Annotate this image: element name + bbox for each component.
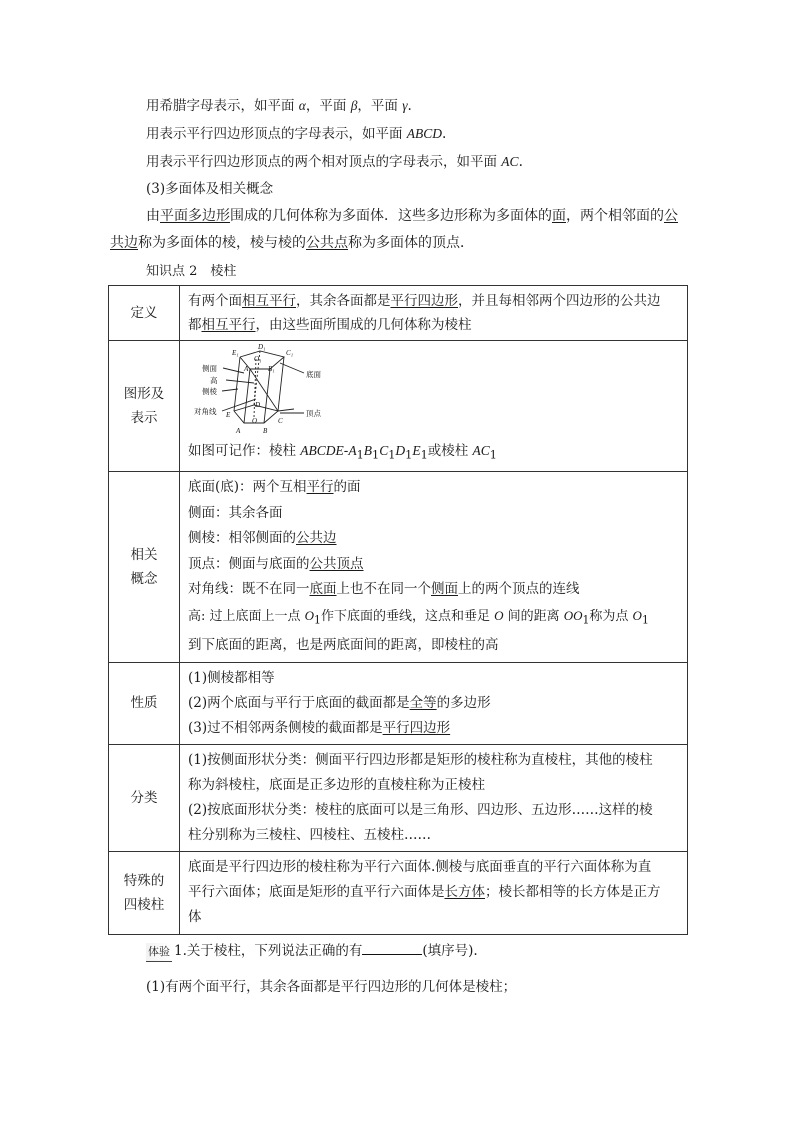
label-base: 底面 (306, 370, 321, 379)
label-e1: E₁ (232, 349, 239, 357)
text: ，两个相邻面的 (566, 208, 664, 224)
concept-height-line-1 (188, 603, 681, 633)
symbol: E (412, 443, 421, 458)
symbol-beta: β (350, 98, 358, 113)
header-line: 表示 (130, 409, 158, 426)
text: ，平面 (305, 98, 351, 114)
special-line-2 (188, 880, 681, 905)
underlined-term: 公共点 (306, 235, 348, 251)
underlined-term: 平面多边形 (160, 208, 230, 224)
row-classification (109, 744, 688, 851)
text: - (343, 443, 349, 459)
text: 用表示平行四边形顶点的字母表示，如平面 (146, 126, 407, 142)
intro-line-3 (146, 153, 523, 171)
symbol-abcd: ABCD (406, 126, 443, 141)
text: 顶点：侧面与底面的 (188, 555, 310, 572)
intro-line-2 (146, 125, 446, 143)
underlined-term: 全等 (409, 694, 437, 711)
cell-figure (180, 341, 688, 472)
label-d1: D₁ (258, 343, 266, 351)
intro-line-1 (146, 97, 412, 115)
special-line-1: 底面是平行四边形的棱柱称为平行六面体.侧棱与底面垂直的平行六面体称为直 (188, 859, 652, 876)
subscript: 1 (372, 448, 380, 462)
underlined-term: 面 (552, 208, 566, 224)
cell-definition (180, 286, 688, 341)
header-definition: 定义 (109, 286, 180, 341)
text: 或棱柱 (427, 443, 473, 459)
subscript: 1 (405, 448, 413, 462)
text: 都 (188, 317, 202, 333)
cell-concepts (180, 471, 688, 662)
text: 有两个面 (188, 293, 242, 309)
subscript: 1 (489, 448, 497, 462)
symbol: ABCDE (300, 443, 344, 458)
concept-side-face: 侧面：其余各面 (188, 504, 283, 521)
header-line: 概念 (130, 570, 158, 587)
header-line: 图形及 (123, 385, 165, 402)
polyhedron-paragraph-line-1 (146, 207, 678, 225)
polyhedron-paragraph-line-2 (110, 234, 474, 252)
property-3 (188, 716, 681, 741)
text: 如图可记作：棱柱 (188, 443, 301, 459)
underlined-term: 公 (664, 208, 678, 224)
symbol: O (304, 607, 315, 623)
header-line: 相关 (130, 546, 158, 563)
underlined-term: 公共顶点 (309, 555, 364, 572)
concept-base (188, 475, 681, 501)
cell-special (180, 851, 688, 934)
subscript: 1 (388, 448, 396, 462)
label-side-face: 侧面 (202, 364, 217, 373)
text: 高: 过上底面上一点 (188, 608, 305, 624)
subscript: 1 (641, 613, 649, 627)
label-e: E (226, 411, 231, 419)
subheading-polyhedron: (3)多面体及相关概念 (146, 181, 274, 197)
text: 侧棱：相邻侧面的 (188, 530, 296, 547)
figure-caption (188, 439, 681, 468)
text: 称为多面体的顶点． (348, 235, 474, 251)
row-figure (109, 341, 688, 472)
def-line-1 (188, 289, 681, 313)
underlined-term: 侧面 (431, 581, 458, 598)
label-b1: B₁ (268, 365, 275, 373)
text: 称为多面体的棱，棱与棱的 (138, 235, 306, 251)
section-title: 知识点 2 棱柱 (146, 264, 237, 279)
concept-lateral-edge (188, 526, 681, 552)
header-figure (109, 341, 180, 472)
question-text: 关于棱柱，下列说法正确的有 (186, 943, 363, 959)
classification-line-2: 称为斜棱柱，底面是正多边形的直棱柱称为正棱柱 (188, 776, 485, 793)
text: ，平面 (357, 98, 403, 114)
text: 作下底面的垂线，这点和垂足 (320, 608, 495, 624)
underlined-term: 平行四边形 (390, 293, 458, 309)
text: 对角线：既不在同一 (188, 581, 310, 598)
concept-height-line-2: 到下底面的距离，也是两底面间的距离，即棱柱的高 (188, 636, 499, 653)
text: ，由这些面所围成的几何体称为棱柱 (255, 317, 472, 333)
label-c1: C₁ (286, 349, 294, 357)
underlined-term: 共边 (110, 235, 138, 251)
symbol: A (348, 443, 357, 458)
label-b: B (263, 427, 268, 435)
label-d: D (255, 401, 261, 409)
header-line: 特殊的 (123, 872, 165, 889)
def-line-2 (188, 313, 681, 337)
exercise-badge: 体验 (146, 943, 172, 962)
label-diagonal: 对角线 (194, 407, 217, 416)
label-o: O (252, 417, 258, 425)
text: 的面 (333, 479, 361, 496)
exercise-item-1: (1)有两个面平行，其余各面都是平行四边形的几何体是棱柱； (146, 979, 517, 995)
header-concepts (109, 471, 180, 662)
underlined-term: 相互平行 (242, 293, 296, 309)
symbol: O (494, 607, 504, 623)
text: 围成的几何体称为多面体．这些多边形称为多面体的 (230, 208, 552, 224)
question-tail: (填序号). (422, 943, 478, 959)
text: 用表示平行四边形顶点的两个相对顶点的字母表示，如平面 (146, 154, 502, 170)
text: 上也不在同一个 (336, 581, 431, 598)
symbol: B (363, 443, 373, 458)
label-c: C (278, 417, 283, 425)
symbol-ac: AC (501, 154, 519, 169)
row-special (109, 851, 688, 934)
label-a: A (236, 427, 241, 435)
text: 平行六面体；底面是矩形的直平行六面体是 (188, 884, 445, 901)
classification-line-3: (2)按底面形状分类：棱柱的底面可以是三角形、四边形、五边形……这样的棱 (188, 801, 653, 818)
label-o1: O₁ (254, 355, 262, 363)
row-properties (109, 662, 688, 744)
text: . (442, 126, 447, 142)
prism-knowledge-table (108, 285, 688, 935)
text: ；棱长都相等的长方体是正方 (485, 884, 661, 901)
text: ，并且每相邻两个四边形的公共边 (458, 293, 661, 309)
classification-line-1: (1)按侧面形状分类：侧面平行四边形都是矩形的棱柱称为直棱柱，其他的棱柱 (188, 751, 653, 768)
text: 称为点 (589, 608, 633, 624)
symbol: O (632, 607, 642, 623)
label-vertex: 顶点 (306, 409, 321, 418)
symbol: D (395, 443, 406, 458)
concept-diagonal (188, 577, 681, 603)
underlined-term: 底面 (309, 581, 337, 598)
special-line-3: 体 (188, 909, 202, 926)
underlined-term: 平行四边形 (382, 719, 451, 736)
exercise-question (146, 942, 478, 962)
subscript: 1 (420, 448, 428, 462)
cell-classification (180, 744, 688, 851)
symbol-alpha: α (298, 98, 306, 113)
symbol: C (379, 443, 389, 458)
concept-vertex (188, 552, 681, 578)
text: 间的距离 (503, 608, 564, 624)
text: ，其余各面都是 (296, 293, 391, 309)
header-classification: 分类 (109, 744, 180, 851)
subscript: 1 (314, 613, 321, 627)
prism-diagram (188, 343, 338, 439)
text: 的多边形 (436, 694, 491, 711)
label-lateral-edge: 侧棱 (202, 387, 217, 396)
text: 底面(底)：两个互相 (188, 479, 307, 496)
property-1: (1)侧棱都相等 (188, 669, 275, 686)
label-height: 高 (210, 376, 218, 385)
text: 由 (146, 208, 160, 224)
text: 用希腊字母表示，如平面 (146, 98, 299, 114)
answer-blank[interactable] (362, 942, 422, 955)
row-definition (109, 286, 688, 341)
row-concepts (109, 471, 688, 662)
cell-properties (180, 662, 688, 744)
underlined-term: 平行 (306, 479, 334, 496)
underlined-term: 相互平行 (201, 317, 256, 333)
symbol: AC (472, 443, 490, 458)
symbol-gamma: γ (402, 98, 408, 113)
text: 上的两个顶点的连线 (458, 581, 580, 598)
underlined-term: 长方体 (444, 884, 485, 901)
text: (3)过不相邻两条侧棱的截面都是 (188, 719, 383, 736)
classification-line-4: 柱分别称为三棱柱、四棱柱、五棱柱…… (188, 826, 431, 843)
subscript: 1 (582, 613, 590, 627)
header-properties: 性质 (109, 662, 180, 744)
header-special (109, 851, 180, 934)
subscript: 1 (356, 448, 364, 462)
underlined-term: 公共边 (296, 530, 337, 547)
text: (2)两个底面与平行于底面的截面都是 (188, 694, 410, 711)
label-a1: A₁ (244, 365, 251, 373)
text: . (518, 154, 523, 170)
text: . (407, 98, 412, 114)
property-2 (188, 691, 681, 716)
question-number: 1. (174, 943, 187, 959)
symbol: OO (563, 607, 583, 623)
header-line: 四棱柱 (123, 896, 165, 913)
